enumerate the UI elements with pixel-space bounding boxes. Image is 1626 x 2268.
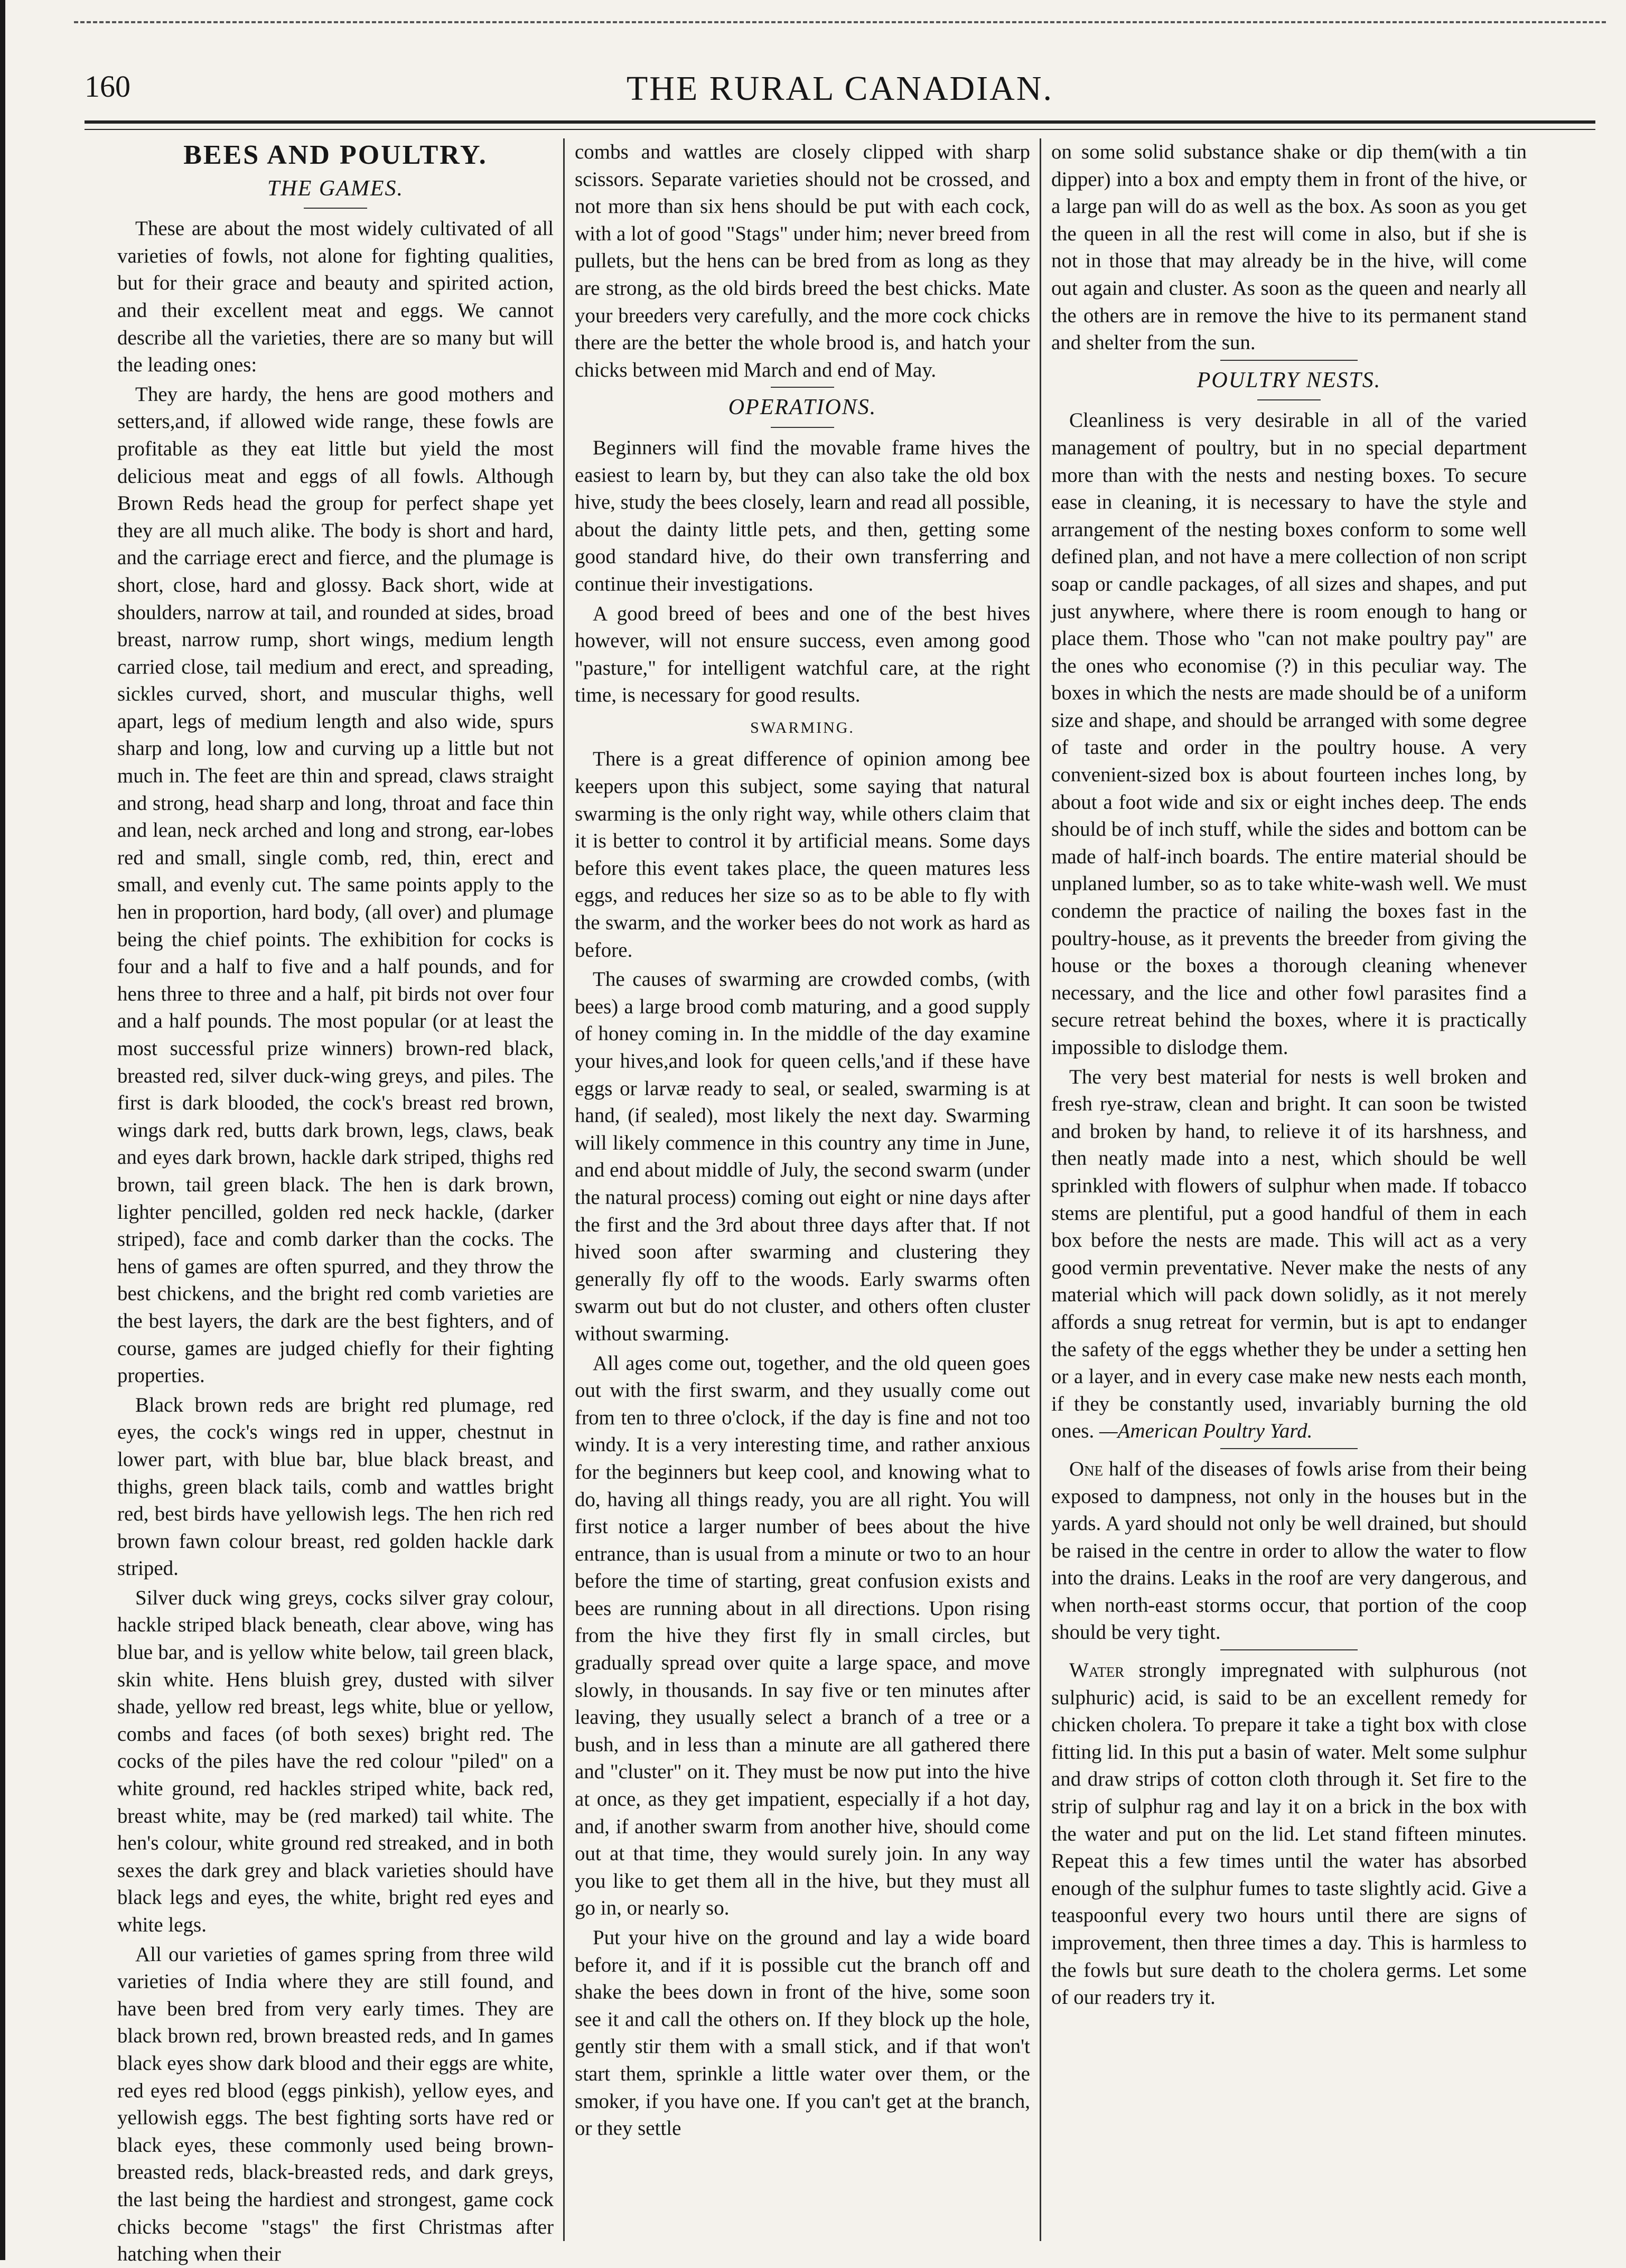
paragraph: A good breed of bees and one of the best hives however, will not ensure success, even among good "pasture," for intelligent watchful care, at the right time, is necessary for good results.: [575, 602, 1030, 707]
section-title: BEES AND POULTRY.: [183, 140, 488, 170]
lead-word: One: [1069, 1457, 1104, 1480]
paragraph: Cleanliness is very desirable in all of the varied management of poultry, but in no special department more than with the nests and nesting boxes. To secure ease in cleaning, it is necessary to have the style and arrangement of the nesting boxes conform to some well defined plan, and not have a mere collection of non script soap or candle packages, of all sizes and shapes, and put just anywhere, where there is room enough to hang or place them. Those who "can not make poultry pay" are the ones who economise (?) in this peculiar way. The boxes in which the nests are made should be of a uniform size and shape, and should be arranged with some degree of taste and order in the poultry house. A very convenient-sized box is about fourteen inches long, by about a foot wide and six or eight inches deep. The ends should be of inch stuff, while the sides and bottom can be made of half-inch boards. The entire material should be unplaned lumber, so as to take white-wash well. We must condemn the practice of nailing the boxes fast in the poultry-house, as it prevents the breeder from giving the house or the boxes a thorough cleaning whenever necessary, and the lice and other fowl parasites find a secure retreat behind the boxes, where it is practically impossible to dislodge them.: [1051, 409, 1527, 1059]
paragraph: on some solid substance shake or dip them(with a tin dipper) into a box and empty them in front of the hive, or a large pan will do as well as the box. As soon as you get the queen in all the rest will come in also, but if she is not in those that may already be in the hive, will come out again and cluster. As soon as the queen and nearly all the others are in remove the hive to its permanent stand and shelter from the sun.: [1051, 141, 1527, 354]
article-heading-operations: OPERATIONS.: [728, 395, 877, 420]
paragraph-text: The very best material for nests is well broken and fresh rye-straw, clean and bright. It can soon be twisted and broken by hand, to relieve it of its harshness, and then neatly made into a nest, which should be well sprinkled with flowers of sulphur when made. If tobacco stems are plentiful, put a good handful of them in each box before the nests are made. This will act as a very good vermin preventative. Never make the nests of any material which will pack down solidly, as it not merely affords a snug retreat for vermin, but is apt to endanger the safety of the eggs whether they be under a setting hen or a layer, and in every case make new nests each month, if they be constantly used, invariably burning the old ones.: [1051, 1065, 1527, 1443]
paragraph: [1051, 1063, 1527, 1445]
paragraph: combs and wattles are closely clipped with sharp scissors. Separate varieties should not be crossed, and not more than six hens should be put with each cock, with a lot of good "Stags" under him; never breed from pullets, but the hens can be bred from as long as they are strong, as the old birds breed the best chicks. Mate your breeders very carefully, and the more cock chicks there are the better the whole brood is, and hatch your chicks between mid March and end of May.: [575, 141, 1030, 381]
paragraph: All ages come out, together, and the old queen goes out with the first swarm, and they usually come out from ten to three o'clock, if the day is fine and not too windy. It is a very interesting time, and rather anxious for the beginners but keep cool, and knowing what to do, having all things ready, you are all right. You will first notice a larger number of bees about the hive entrance, than is usual from a minute or two to an hour before the time of starting, great confusion exists and bees are running about in all directions. Upon rising from the hive they first fly in small circles, but gradually spread over quite a large space, and move slowly, in thousands. In say five or ten minutes after leaving, they usually select a branch of a tree or a bush, and in less than a minute are all gathered there and "cluster" on it. They must be now put into the hive at once, as they get impatient, especially if a hot day, and, if another swarm from another hive, should come out at that time, they would surely join. In any way you like to get them all in the hive, but they must all go in, or nearly so.: [575, 1351, 1030, 1920]
page-number: 160: [85, 69, 130, 104]
masthead: THE RURAL CANADIAN.: [626, 69, 1053, 108]
article-heading-games: THE GAMES.: [267, 176, 404, 201]
paragraph: [1051, 1455, 1527, 1646]
heading-rule: [771, 427, 834, 428]
paragraph: The causes of swarming are crowded combs, (with bees) a large brood comb maturing, and a good supply of honey coming in. In the middle of the day examine your hives,and look for queen cells,'and if these have eggs or larvæ ready to seal, or sealed, swarming is at hand, (if sealed), most likely the next day. Swarming will likely commence in this country any time in June, and end about middle of July, the second swarm (under the natural process) coming out eight or nine days after the first and the 3rd about three days after that. If not hived soon after swarming and clustering they generally fly off to the woods. Early swarms often swarm out but do not cluster, and others often cluster without swarming.: [575, 968, 1030, 1345]
paragraph: All our varieties of games spring from three wild varieties of India where they are still found, and have been bred from very early times. They are black brown red, brown breasted reds, and In games black eyes show dark blood and their eggs are white, red eyes red blood (eggs pinkish), yellow eyes, and yellowish eggs. The best fighting sorts have red or black eyes, these commonly used being brown-breasted reds, black-breasted reds, and dark greys, the last being the hardiest and strongest, game cock chicks become "stags" the first Christmas after hatching when their: [117, 1943, 554, 2266]
heading-rule: [304, 208, 367, 209]
paragraph: Black brown reds are bright red plumage, red eyes, the cock's wings red in upper, chestnut in lower part, with blue bar, blue black breast, and thighs, green black tails, comb and wattles bright red, best birds have yellowish legs. The hen rich red brown fawn colour breast, red golden hackle dark striped.: [117, 1393, 554, 1580]
paragraph: Beginners will find the movable frame hives the easiest to learn by, but they can also take the old box hive, study the bees closely, learn and read all possible, about the dainty little pets, and then, getting some good standard hive, do their own transferring and continue their investigations.: [575, 436, 1030, 595]
paragraph: These are about the most widely cultivated of all varieties of fowls, not alone for fighting qualities, but for their grace and beauty and spirited action, and their excellent meat and eggs. We cannot describe all the varieties, there are so many but will the leading ones:: [117, 217, 554, 377]
article-separator: [1220, 1448, 1358, 1449]
paragraph-text: strongly impregnated with sulphurous (not sulphuric) acid, is said to be an excellent remedy for chicken cholera. To prepare it take a tight box with close fitting lid. In this put a basin of water. Melt some sulphur and draw strips of cotton cloth through it. Set fire to the strip of sulphur rag and lay it on a brick in the box with the water and put on the lid. Let stand fifteen minutes. Repeat this a few times until the water has absorbed enough of the sulphur fumes to taste slightly acid. Give a teaspoonful every two hours until there are signs of improvement, then three times a day. This is harmless to the fowls but sure death to the cholera germs. Let some of our readers try it.: [1051, 1659, 1527, 2009]
article-separator: [1220, 1649, 1358, 1650]
heading-rule: [1220, 360, 1358, 361]
subheading-swarming: SWARMING.: [750, 718, 855, 736]
heading-rule: [1257, 399, 1321, 400]
paragraph: They are hardy, the hens are good mothers and setters,and, if allowed wide range, these fowls are profitable as they eat little but yield the most delicious meat and eggs of all fowls. Although Brown Reds head the group for perfect shape yet they are all much alike. The body is short and hard, and the carriage erect and fierce, and the plumage is short, close, hard and glossy. Back short, wide at shoulders, narrow at tail, and rounded at sides, broad breast, narrow rump, short wings, medium length carried close, tail medium and erect, and spreading, sickles curved, short, and muscular thighs, well apart, legs of medium length and also wide, spurs sharp and long, low and curving up a little but not much in. The feet are thin and spread, claws straight and strong, head sharp and long, throat and face thin and lean, neck arched and long and strong, ear-lobes red and small, single comb, red, thin, erect and small, and evenly cut. The same points apply to the hen in proportion, hard body, (all over) and plumage being the chief points. The exhibition for cocks is four and a half to five and a half pounds, and for hens three to three and a half, pit birds not over four and a half pounds. The most popular (or at least the most successful prize winners) brown-red black, breasted red, silver duck-wing greys, and piles. The first is dark blooded, the cock's breast red brown, wings dark red, butts dark brown, legs, claws, beak and eyes dark brown, hackle dark striped, thighs red brown, tail green black. The hen is dark brown, lighter pencilled, golden red neck hackle, (darker striped), face and comb darker than the cocks. The hens of games are often spurred, and they throw the best chickens, and the bright red comb varieties are the best layers, the dark are the best fighters, and of course, games are judged chiefly for their fighting properties.: [117, 382, 554, 1387]
paragraph-text: half of the diseases of fowls arise from their being exposed to dampness, not only in the houses but in the yards. A yard should not only be well drained, but should be raised in the centre in order to allow the water to flow into the drains. Leaks in the roof are very dangerous, and when north-east storms occur, that portion of the coop should be very tight.: [1051, 1457, 1527, 1644]
paragraph: There is a great difference of opinion among bee keepers upon this subject, some saying that natural swarming is the only right way, while others claim that it is better to control it by artificial means. Some days before this event takes place, the queen matures less eggs, and reduces her size so as to be able to fly with the swarm, and the worker bees do not work as hard as before.: [575, 748, 1030, 962]
page-header: [85, 63, 1595, 111]
column-1: [117, 138, 554, 2266]
scan-edge: [0, 0, 5, 2260]
attribution: —American Poultry Yard.: [1099, 1420, 1313, 1443]
top-dashed-rule: [74, 21, 1606, 23]
paragraph: Put your hive on the ground and lay a wide board before it, and if it is possible cut the branch off and shake the bees down in front of the hive, some soon see it and call the others on. If they block up the hole, gently stir them with a small stick, and if that won't start them, sprinkle a little water over them, or the smoker, if you have one. If you can't get at the branch, or they settle: [575, 1926, 1030, 2140]
paragraph: Silver duck wing greys, cocks silver gray colour, hackle striped black beneath, clear above, wing has blue bar, and is yellow white below, tail green black, skin white. Hens bluish grey, dusted with silver shade, yellow red breast, legs white, blue or yellow, combs and faces (of both sexes) bright red. The cocks of the piles have the red colour "piled" on a white ground, red hackles striped white, back red, breast white, may be (red marked) tail white. The hen's colour, white ground red streaked, and in both sexes the dark grey and black varieties should have black legs and eyes, the white, bright red eyes and white legs.: [117, 1586, 554, 1936]
column-3: [1051, 138, 1527, 2246]
column-divider: [1040, 138, 1041, 2241]
column-2: [575, 138, 1030, 2246]
paragraph: [1051, 1657, 1527, 2011]
article-heading-poultry-nests: POULTRY NESTS.: [1197, 368, 1381, 393]
column-divider: [563, 138, 565, 2241]
lead-word: Water: [1069, 1659, 1125, 1682]
header-rule-thin: [85, 129, 1595, 130]
header-rule-thick: [85, 120, 1595, 124]
heading-rule: [771, 387, 834, 388]
